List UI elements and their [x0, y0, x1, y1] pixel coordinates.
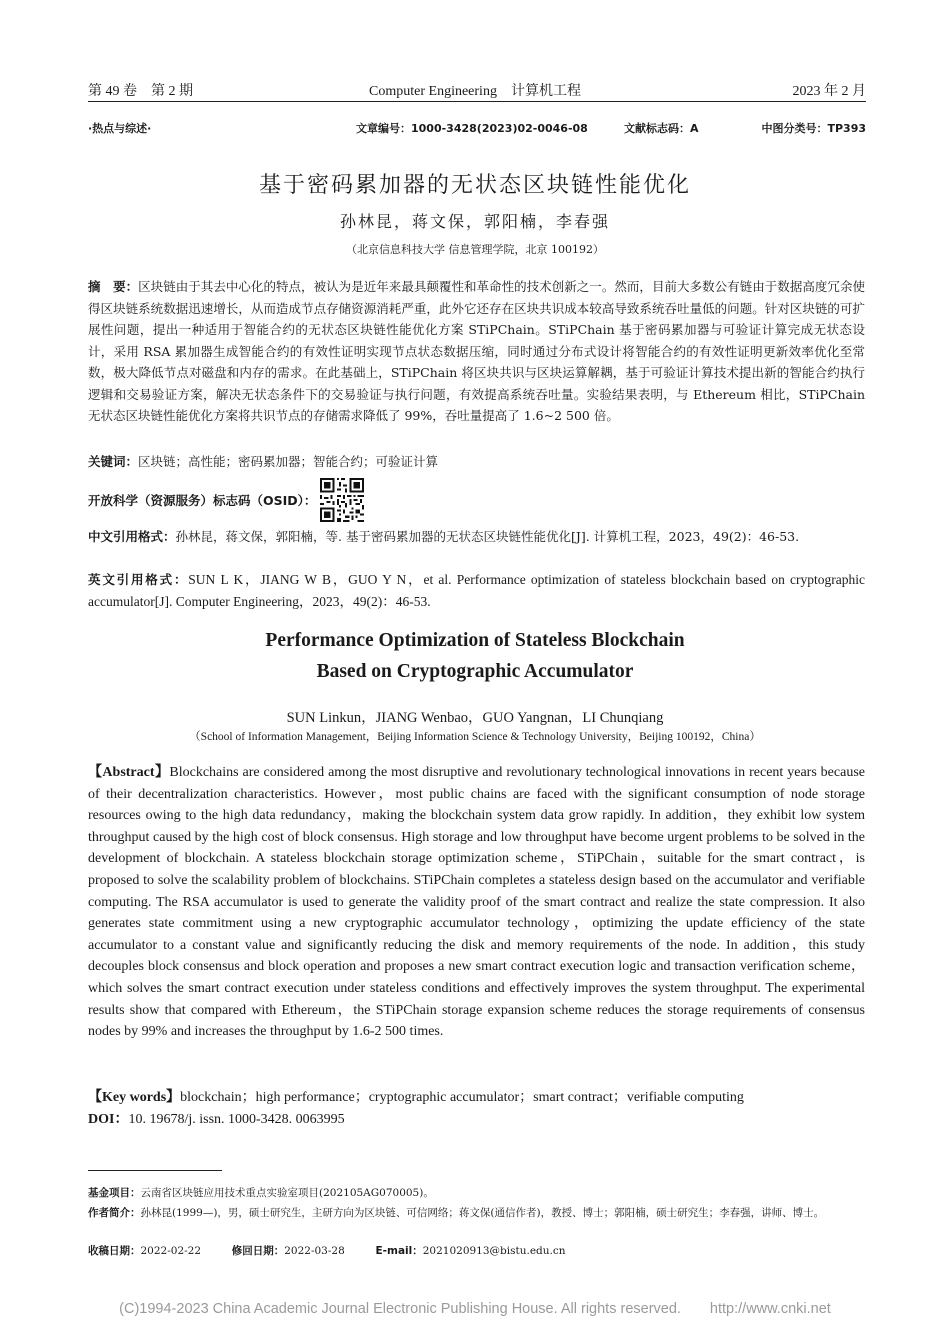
author-bio-label: 作者简介：	[88, 1207, 141, 1219]
header-volume-issue: 第 49 卷 第 2 期	[88, 84, 193, 99]
author-bio-text: 孙林昆(1999—)，男，硕士研究生，主研方向为区块链、可信网络；蒋文保(通信作者)，教授、博士；郭阳楠，硕士研究生；李春强，讲师、博士。	[140, 1207, 825, 1219]
doi	[88, 1109, 865, 1131]
citation-english	[88, 569, 865, 612]
abstract-english-text: Blockchains are considered among the most disruptive and revolutionary technological innovations in recent years because of their decentralization characteristics. However，most public chains are faced with the significant consumption of node storage resources owing to the high data redundancy，making the blockchain system data grow rapidly. In addition，they exhibit low system throughput caused by the high cost of block consensus. High storage and low throughput have become urgent problems to be solved in the development of blockchain. A stateless blockchain storage optimization scheme，STiPChain，suitable for the smart contract，is proposed to solve the scalability problem of blockchains. STiPChain completes a stateless design based on the accumulator and verifiable computing. The RSA accumulator is used to generate the validity proof of the smart contract and realize the state compression. It also generates state commitment using a new cryptographic accumulator technology，optimizing the update efficiency of the state accumulator to a constant value and significantly reducing the disk and memory requirements of the node. In addition，this study decouples block consensus and block operation and proposes a new smart contract execution logic and transaction verification scheme，which solves the smart contract execution under stateless conditions and effectively improves the system throughput. The experimental results show that compared with Ethereum，the STiPChain storage expansion scheme reduces the storage requirements of consensus nodes by 99% and increases the throughput by 1.6-2 500 times.	[88, 765, 865, 1040]
document-code: 文献标志码：A	[624, 122, 699, 135]
citation-english-text: SUN L K，JIANG W B，GUO Y N，et al. Performance optimization of stateless blockchain based on cryptographic accumulator[J]. Computer Engineering，2023，49(2)：46-53.	[88, 572, 865, 609]
citation-chinese-label: 中文引用格式：	[88, 529, 176, 544]
footnote-rule	[88, 1170, 222, 1171]
abstract-english-label: 【Abstract】	[88, 765, 170, 780]
copyright-notice: (C)1994-2023 China Academic Journal Electronic Publishing House. All rights reserved. http://www.cnki.net	[119, 1301, 831, 1317]
header-journal: Computer Engineering 计算机工程	[369, 84, 581, 99]
column-label: ·热点与综述·	[88, 122, 152, 135]
affiliation-english: （School of Information Management，Beijing Information Science & Technology University，Beijing 100192，China）	[189, 731, 761, 743]
fund-text: 云南省区块链应用技术重点实验室项目(202105AG070005)。	[140, 1187, 434, 1199]
citation-english-label: 英文引用格式：	[88, 572, 189, 587]
authors-english: SUN Linkun，JIANG Wenbao，GUO Yangnan，LI Chunqiang	[286, 710, 664, 726]
footnote-authors	[88, 1203, 865, 1223]
citation-chinese	[88, 526, 865, 548]
title-english-line-1: Performance Optimization of Stateless Blockchain	[265, 630, 685, 651]
keywords-chinese	[88, 451, 865, 473]
affiliation-chinese: （北京信息科技大学 信息管理学院，北京 100192）	[346, 243, 604, 256]
footnote-dates	[88, 1241, 865, 1261]
abstract-chinese-text: 区块链由于其去中心化的特点，被认为是近年来最具颠覆性和革命性的技术创新之一。然而，目前大多数公有链由于数据高度冗余使得区块链系统数据迅速增长，从而造成节点存储资源消耗严重，此外它还存在区块共识成本较高导致系统吞吐量低的问题。针对区块链的可扩展性问题，提出一种适用于智能合约的无状态区块链性能优化方案 STiPChain。STiPChain 基于密码累加器与可验证计算完成无状态设计，采用 RSA 累加器生成智能合约的有效性证明实现节点状态数据压缩，同时通过分布式设计将智能合约的有效性证明更新效率优化至常数，极大降低节点对磁盘和内存的需求。在此基础上，STiPChain 将区块共识与区块运算解耦，基于可验证计算技术提出新的智能合约执行逻辑和交易验证方案，解决无状态条件下的交易验证与执行问题，有效提高系统吞吐量。实验结果表明，与 Ethereum 相比，STiPChain 无状态区块链性能优化方案将共识节点的存储需求降低了 99%，吞吐量提高了 1.6~2 500 倍。	[88, 279, 865, 423]
title-chinese: 基于密码累加器的无状态区块链性能优化	[258, 173, 691, 198]
citation-chinese-text: 孙林昆，蒋文保，郭阳楠，等. 基于密码累加器的无状态区块链性能优化[J]. 计算机工程，2023，49(2)：46-53.	[175, 529, 800, 544]
abstract-chinese-label: 摘 要：	[88, 279, 139, 294]
osid-label: 开放科学（资源服务）标志码（OSID）：	[88, 493, 317, 508]
abstract-chinese	[88, 276, 865, 427]
footnote-fund	[88, 1183, 865, 1203]
keywords-chinese-label: 关键词：	[88, 454, 139, 469]
osid-row	[88, 478, 364, 522]
received-label: 收稿日期：	[88, 1245, 141, 1257]
classification-number: 中图分类号：TP393	[761, 122, 866, 135]
qr-code-icon[interactable]	[320, 478, 364, 522]
title-english-line-2: Based on Cryptographic Accumulator	[316, 661, 634, 682]
article-number: 文章编号：1000-3428(2023)02-0046-08	[356, 122, 588, 135]
doi-label: DOI：	[88, 1112, 129, 1127]
header-date: 2023 年 2 月	[792, 84, 866, 99]
received-date: 2022-02-22	[140, 1245, 202, 1257]
revised-date: 2022-03-28	[284, 1245, 345, 1257]
fund-label: 基金项目：	[88, 1187, 141, 1199]
keywords-english-label: 【Key words】	[88, 1090, 181, 1105]
header-rule	[88, 101, 866, 102]
keywords-chinese-text: 区块链；高性能；密码累加器；智能合约；可验证计算	[138, 454, 439, 469]
keywords-english	[88, 1087, 865, 1109]
email-address[interactable]: 2021020913@bistu.edu.cn	[422, 1245, 566, 1257]
revised-label: 修回日期：	[231, 1245, 285, 1257]
authors-chinese: 孙林昆，蒋文保，郭阳楠，李春强	[339, 212, 610, 231]
doi-link[interactable]: 10. 19678/j. issn. 1000-3428. 0063995	[128, 1112, 345, 1127]
abstract-english	[88, 762, 865, 1043]
keywords-english-text: blockchain；high performance；cryptographic accumulator；smart contract；verifiable computing	[180, 1090, 744, 1105]
email-label: E-mail：	[375, 1245, 423, 1257]
